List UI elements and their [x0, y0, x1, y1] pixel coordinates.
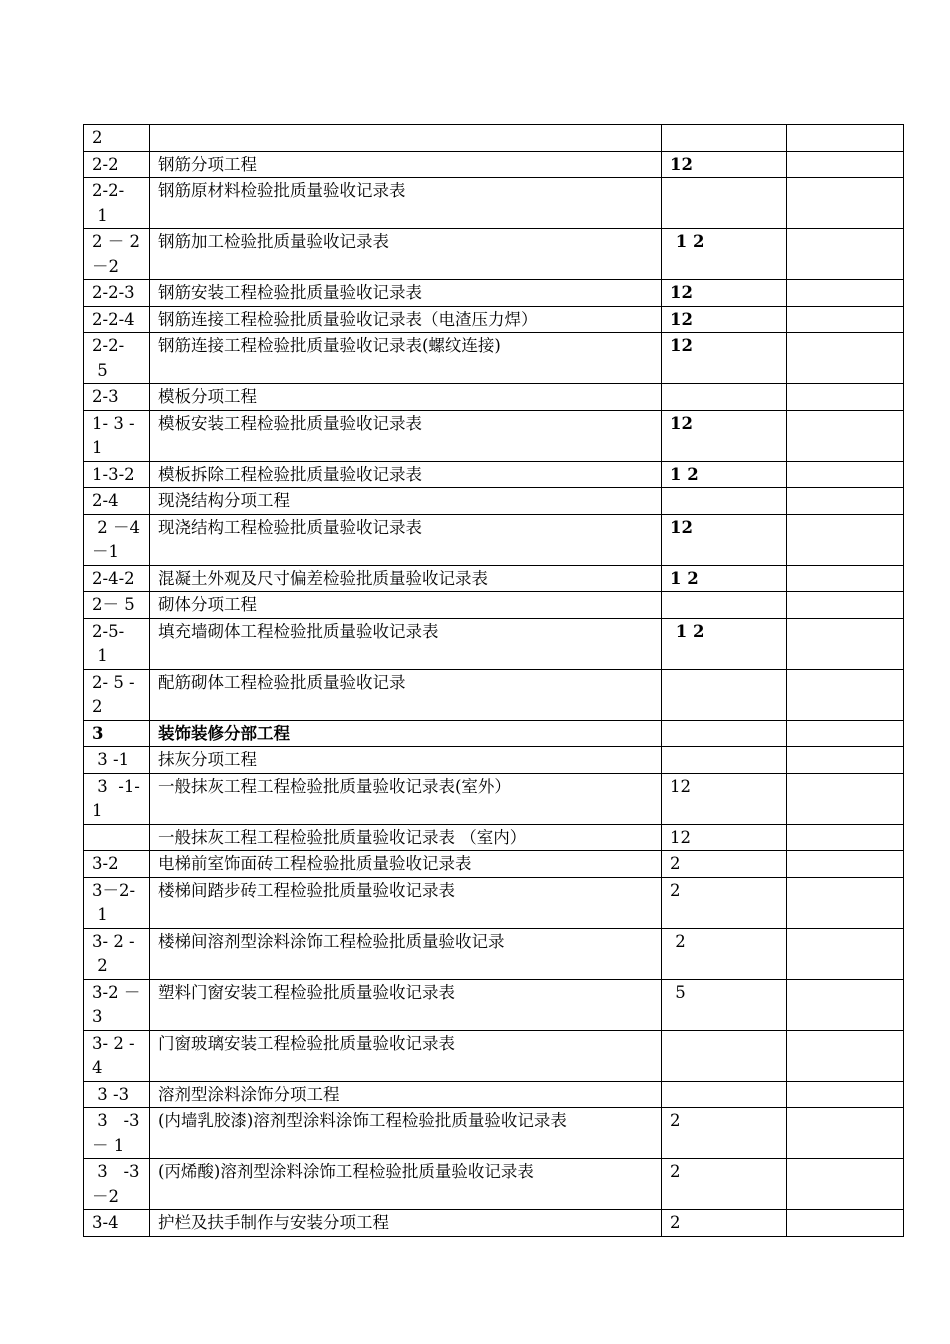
quantity-cell: 12: [662, 773, 787, 824]
item-number-cell: 3－2- 1: [84, 877, 150, 928]
quantity-cell: [662, 1081, 787, 1108]
item-name-cell: 现浇结构分项工程: [150, 488, 662, 515]
remark-cell: [787, 280, 904, 307]
item-name-cell: 钢筋连接工程检验批质量验收记录表(螺纹连接): [150, 333, 662, 384]
quantity-cell: 2: [662, 1210, 787, 1237]
table-row: [84, 229, 904, 280]
item-name-cell: 钢筋安装工程检验批质量验收记录表: [150, 280, 662, 307]
item-number-cell: 2-2-4: [84, 306, 150, 333]
table-row: [84, 125, 904, 152]
item-number-cell: 2－ 5: [84, 592, 150, 619]
item-name-cell: 混凝土外观及尺寸偏差检验批质量验收记录表: [150, 565, 662, 592]
table-row: [84, 410, 904, 461]
quantity-cell: 5: [662, 979, 787, 1030]
remark-cell: [787, 333, 904, 384]
item-name-cell: 现浇结构工程检验批质量验收记录表: [150, 514, 662, 565]
item-number-cell: 3 -1- 1: [84, 773, 150, 824]
remark-cell: [787, 1210, 904, 1237]
item-name-cell: 砌体分项工程: [150, 592, 662, 619]
item-name-cell: 模板拆除工程检验批质量验收记录表: [150, 461, 662, 488]
table-row: [84, 1030, 904, 1081]
item-number-cell: 3 -3: [84, 1081, 150, 1108]
table-row: [84, 669, 904, 720]
quantity-cell: [662, 384, 787, 411]
item-number-cell: 1-3-2: [84, 461, 150, 488]
item-number-cell: 3- 2 - 2: [84, 928, 150, 979]
remark-cell: [787, 151, 904, 178]
table-row: [84, 773, 904, 824]
quantity-cell: 1 2: [662, 565, 787, 592]
item-name-cell: 装饰装修分部工程: [150, 720, 662, 747]
remark-cell: [787, 979, 904, 1030]
table-row: [84, 306, 904, 333]
remark-cell: [787, 669, 904, 720]
remark-cell: [787, 773, 904, 824]
item-name-cell: 溶剂型涂料涂饰分项工程: [150, 1081, 662, 1108]
remark-cell: [787, 1081, 904, 1108]
item-name-cell: 钢筋分项工程: [150, 151, 662, 178]
table-row: [84, 151, 904, 178]
quantity-cell: [662, 178, 787, 229]
item-name-cell: 填充墙砌体工程检验批质量验收记录表: [150, 618, 662, 669]
item-name-cell: 一般抹灰工程工程检验批质量验收记录表(室外）: [150, 773, 662, 824]
item-name-cell: 配筋砌体工程检验批质量验收记录: [150, 669, 662, 720]
quantity-cell: 12: [662, 410, 787, 461]
item-name-cell: 塑料门窗安装工程检验批质量验收记录表: [150, 979, 662, 1030]
remark-cell: [787, 928, 904, 979]
item-name-cell: 电梯前室饰面砖工程检验批质量验收记录表: [150, 851, 662, 878]
quantity-cell: [662, 669, 787, 720]
item-number-cell: 3 -3 － 1: [84, 1108, 150, 1159]
item-number-cell: 1- 3 - 1: [84, 410, 150, 461]
table-row: [84, 178, 904, 229]
item-number-cell: 3-4: [84, 1210, 150, 1237]
table-row: [84, 565, 904, 592]
remark-cell: [787, 461, 904, 488]
table-row: [84, 461, 904, 488]
item-name-cell: (丙烯酸)溶剂型涂料涂饰工程检验批质量验收记录表: [150, 1159, 662, 1210]
remark-cell: [787, 565, 904, 592]
remark-cell: [787, 592, 904, 619]
table-row: [84, 1081, 904, 1108]
item-number-cell: 3 -1: [84, 747, 150, 774]
item-name-cell: 钢筋加工检验批质量验收记录表: [150, 229, 662, 280]
item-name-cell: 模板安装工程检验批质量验收记录表: [150, 410, 662, 461]
table-row: [84, 979, 904, 1030]
item-number-cell: 2-2- 1: [84, 178, 150, 229]
table-row: [84, 280, 904, 307]
remark-cell: [787, 514, 904, 565]
remark-cell: [787, 488, 904, 515]
remark-cell: [787, 720, 904, 747]
item-number-cell: 2-3: [84, 384, 150, 411]
table-row: [84, 488, 904, 515]
remark-cell: [787, 618, 904, 669]
remark-cell: [787, 384, 904, 411]
item-number-cell: 3- 2 - 4: [84, 1030, 150, 1081]
item-number-cell: 2-2-3: [84, 280, 150, 307]
quantity-cell: 12: [662, 824, 787, 851]
remark-cell: [787, 747, 904, 774]
quantity-cell: 2: [662, 851, 787, 878]
table-row: [84, 1108, 904, 1159]
table-row: [84, 1159, 904, 1210]
item-number-cell: [84, 824, 150, 851]
item-number-cell: 2 －4 －1: [84, 514, 150, 565]
table-row: [84, 928, 904, 979]
quantity-cell: 2: [662, 877, 787, 928]
item-name-cell: 楼梯间溶剂型涂料涂饰工程检验批质量验收记录: [150, 928, 662, 979]
remark-cell: [787, 1030, 904, 1081]
table-row: [84, 877, 904, 928]
item-number-cell: 2: [84, 125, 150, 152]
item-name-cell: 模板分项工程: [150, 384, 662, 411]
remark-cell: [787, 229, 904, 280]
quantity-cell: [662, 1030, 787, 1081]
item-number-cell: 3-2: [84, 851, 150, 878]
quantity-cell: 1 2: [662, 618, 787, 669]
item-name-cell: 一般抹灰工程工程检验批质量验收记录表 （室内）: [150, 824, 662, 851]
inspection-record-table: [83, 124, 904, 1237]
item-number-cell: 2- 5 - 2: [84, 669, 150, 720]
item-number-cell: 2-4-2: [84, 565, 150, 592]
item-name-cell: (内墙乳胶漆)溶剂型涂料涂饰工程检验批质量验收记录表: [150, 1108, 662, 1159]
quantity-cell: 1 2: [662, 461, 787, 488]
remark-cell: [787, 125, 904, 152]
remark-cell: [787, 824, 904, 851]
quantity-cell: [662, 720, 787, 747]
item-name-cell: 护栏及扶手制作与安装分项工程: [150, 1210, 662, 1237]
remark-cell: [787, 1108, 904, 1159]
item-number-cell: 2-2- 5: [84, 333, 150, 384]
table-row: [84, 384, 904, 411]
quantity-cell: 12: [662, 280, 787, 307]
table-row: [84, 514, 904, 565]
remark-cell: [787, 178, 904, 229]
item-number-cell: 2-4: [84, 488, 150, 515]
quantity-cell: 2: [662, 1159, 787, 1210]
quantity-cell: [662, 125, 787, 152]
table-row: [84, 618, 904, 669]
quantity-cell: [662, 747, 787, 774]
item-number-cell: 2-2: [84, 151, 150, 178]
table-row: [84, 851, 904, 878]
quantity-cell: 2: [662, 1108, 787, 1159]
item-name-cell: 钢筋连接工程检验批质量验收记录表（电渣压力焊）: [150, 306, 662, 333]
quantity-cell: 12: [662, 514, 787, 565]
table-row: [84, 824, 904, 851]
quantity-cell: 12: [662, 151, 787, 178]
table-body: [84, 125, 904, 1237]
remark-cell: [787, 410, 904, 461]
item-name-cell: [150, 125, 662, 152]
quantity-cell: [662, 488, 787, 515]
table-row: [84, 1210, 904, 1237]
item-name-cell: 门窗玻璃安装工程检验批质量验收记录表: [150, 1030, 662, 1081]
item-name-cell: 钢筋原材料检验批质量验收记录表: [150, 178, 662, 229]
quantity-cell: 12: [662, 333, 787, 384]
quantity-cell: [662, 592, 787, 619]
table-row: [84, 720, 904, 747]
table-row: [84, 333, 904, 384]
quantity-cell: 2: [662, 928, 787, 979]
item-number-cell: 3-2 － 3: [84, 979, 150, 1030]
table-row: [84, 747, 904, 774]
item-number-cell: 3 -3 －2: [84, 1159, 150, 1210]
item-name-cell: 楼梯间踏步砖工程检验批质量验收记录表: [150, 877, 662, 928]
item-number-cell: 2-5- 1: [84, 618, 150, 669]
item-name-cell: 抹灰分项工程: [150, 747, 662, 774]
item-number-cell: 3: [84, 720, 150, 747]
quantity-cell: 1 2: [662, 229, 787, 280]
item-number-cell: 2 － 2 －2: [84, 229, 150, 280]
remark-cell: [787, 306, 904, 333]
quantity-cell: 12: [662, 306, 787, 333]
remark-cell: [787, 851, 904, 878]
remark-cell: [787, 1159, 904, 1210]
remark-cell: [787, 877, 904, 928]
table-row: [84, 592, 904, 619]
